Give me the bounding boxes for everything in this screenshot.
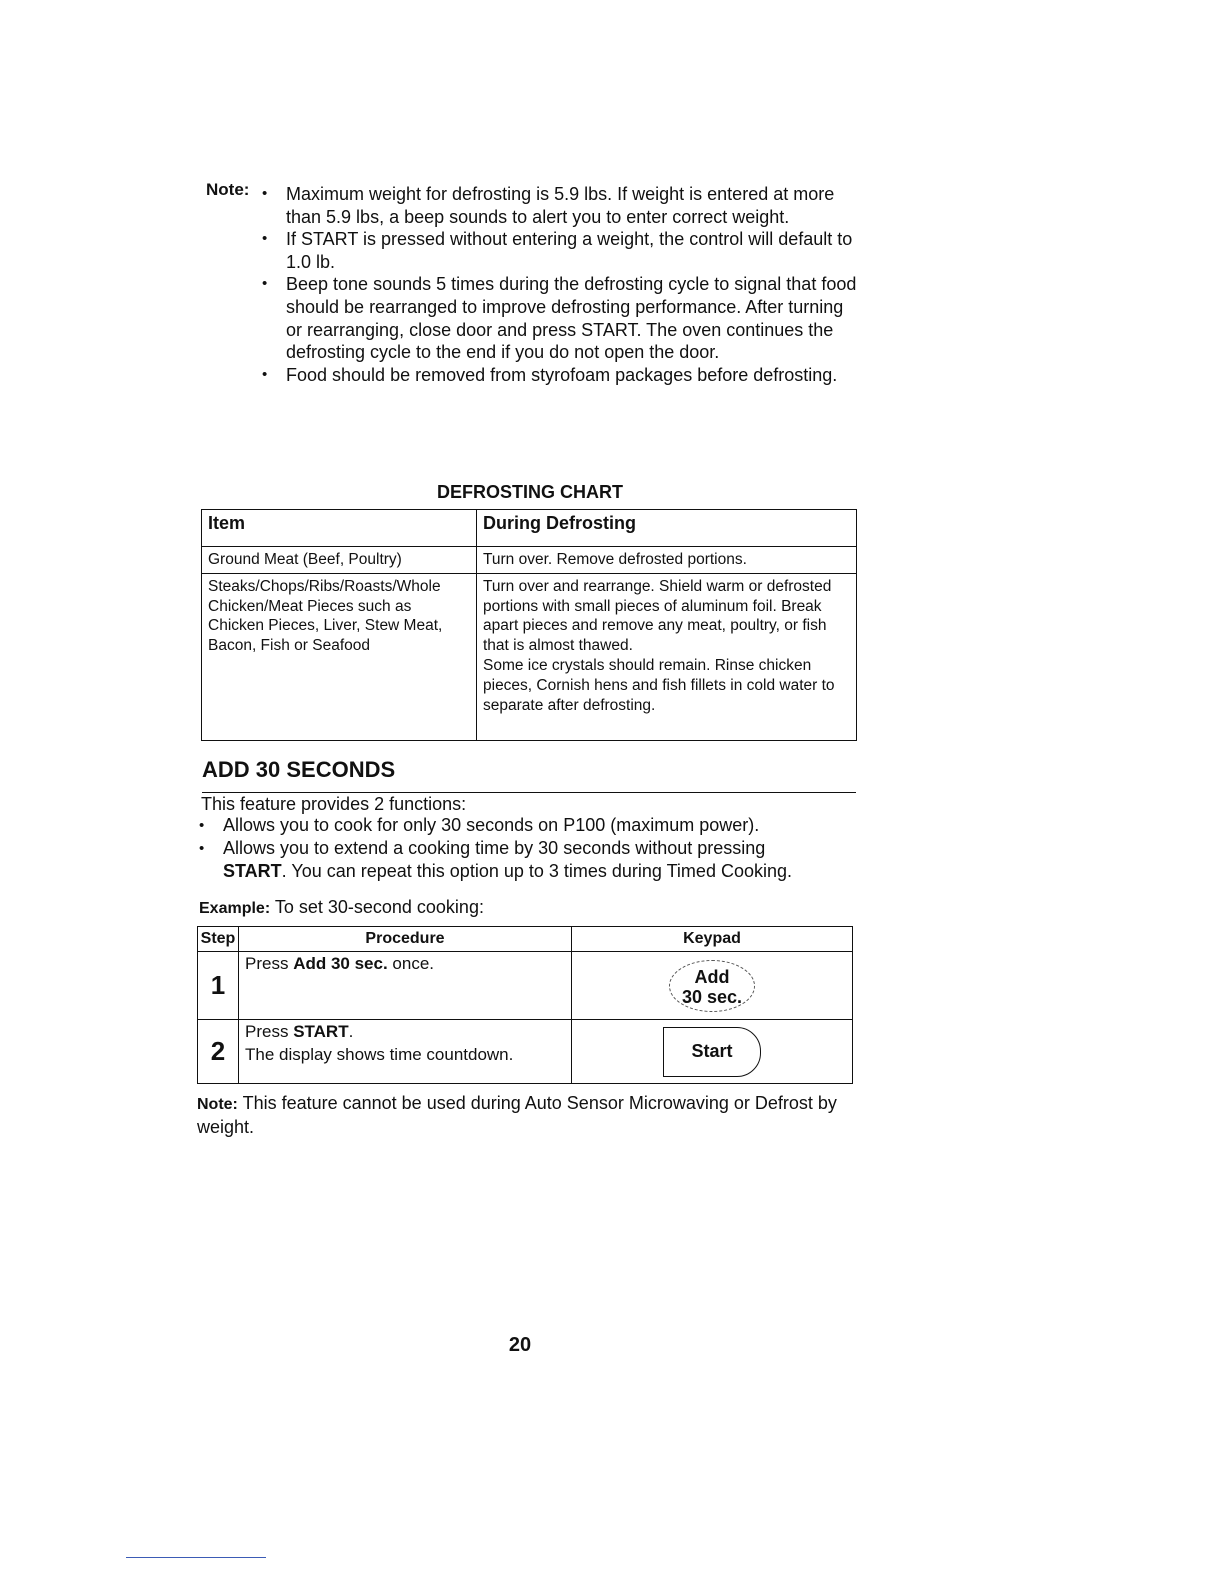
feature-list — [199, 814, 859, 883]
start-bold: START — [223, 861, 282, 881]
keypad-cell — [572, 952, 853, 1020]
page-number: 20 — [508, 1334, 532, 1356]
cell-item: Steaks/Chops/Ribs/Roasts/Whole Chicken/Meat Pieces such as Chicken Pieces, Liver, Stew Meat, Bacon, Fish or Seafood — [202, 573, 477, 740]
column-header-during: During Defrosting — [477, 510, 857, 547]
procedure-line2: The display shows time countdown. — [245, 1045, 514, 1064]
table-row — [198, 952, 853, 1020]
list-item-text: Allows you to extend a cooking time by 30 seconds without pressing — [223, 838, 766, 858]
step-number: 1 — [198, 952, 239, 1020]
bottom-note — [197, 1092, 837, 1139]
cell-during-text: Turn over and rearrange. Shield warm or defrosted portions with small pieces of aluminum foil. Break apart pieces and remove any meat, poultry, or fish that is almost thawed. — [483, 577, 832, 655]
cell-during-text-2: Some ice crystals should remain. Rinse chicken pieces, Cornish hens and fish fillets in cold water to separate after defrosting. — [483, 656, 835, 714]
column-header-procedure: Procedure — [239, 927, 572, 952]
key-label: Add — [694, 966, 730, 987]
steps-table — [197, 926, 853, 1084]
step-number: 2 — [198, 1020, 239, 1084]
table-header-row — [198, 927, 853, 952]
key-label-2: 30 sec. — [681, 986, 743, 1007]
procedure-cell — [239, 1020, 572, 1084]
bottom-note-label: Note: — [197, 1096, 238, 1113]
example-text: To set 30-second cooking: — [274, 897, 484, 917]
cell-during: Turn over. Remove defrosted portions. — [477, 547, 857, 574]
cell-during — [477, 573, 857, 740]
heading-rule — [202, 792, 856, 793]
table-row — [202, 547, 857, 574]
list-item: • Allows you to cook for only 30 seconds on P100 (maximum power). — [199, 814, 859, 837]
procedure-post: . — [348, 1022, 354, 1041]
list-item: • Food should be removed from styrofoam packages before defrosting. — [262, 364, 862, 387]
example-line — [199, 897, 484, 918]
defrosting-chart-table — [201, 509, 857, 741]
table-row — [198, 1020, 853, 1084]
intro-text: This feature provides 2 functions: — [201, 794, 467, 814]
bottom-rule — [126, 1557, 266, 1558]
defrosting-chart-title: DEFROSTING CHART — [437, 482, 623, 502]
list-item: • If START is pressed without entering a weight, the control will default to 1.0 lb. — [262, 228, 862, 273]
procedure-pre: Press — [245, 1022, 294, 1041]
example-label: Example: — [199, 900, 271, 917]
note-list — [262, 183, 862, 386]
column-header-keypad: Keypad — [572, 927, 853, 952]
section-heading: ADD 30 SECONDS — [202, 757, 396, 782]
list-item — [199, 837, 859, 883]
start-key[interactable]: Start — [663, 1027, 761, 1077]
procedure-pre: Press — [245, 954, 294, 973]
list-item: • Beep tone sounds 5 times during the defrosting cycle to signal that food should be rearranged to improve defrosting performance. After turning or rearranging, close door and press START. The oven continues the defrosting cycle to the end if you do not open the door. — [262, 273, 862, 363]
table-header-row — [202, 510, 857, 547]
procedure-cell — [239, 952, 572, 1020]
table-row — [202, 573, 857, 740]
list-item: • Maximum weight for defrosting is 5.9 lbs. If weight is entered at more than 5.9 lbs, a beep sounds to alert you to enter correct weight. — [262, 183, 862, 228]
procedure-bold: START — [293, 1022, 349, 1041]
list-item-tail: . You can repeat this option up to 3 times during Timed Cooking. — [281, 861, 792, 881]
add-30-sec-key[interactable] — [669, 960, 755, 1012]
bottom-note-text: This feature cannot be used during Auto Sensor Microwaving or Defrost by weight. — [197, 1093, 837, 1137]
column-header-step: Step — [198, 927, 239, 952]
procedure-post: once. — [387, 954, 434, 973]
keypad-cell — [572, 1020, 853, 1084]
note-label: Note: — [206, 180, 250, 199]
cell-item: Ground Meat (Beef, Poultry) — [202, 547, 477, 574]
column-header-item: Item — [202, 510, 477, 547]
procedure-bold: Add 30 sec. — [293, 954, 388, 973]
